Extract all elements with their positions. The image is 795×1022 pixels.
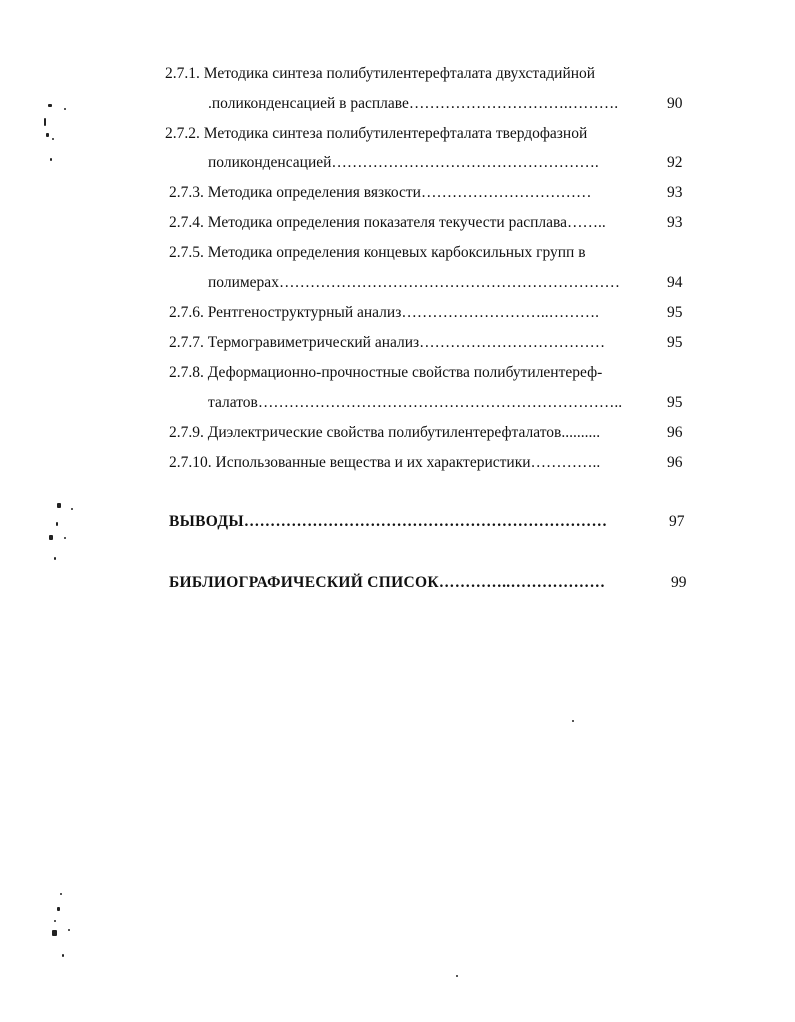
toc-entry-2-7-2-line1: [165, 124, 587, 144]
toc-page-number: 94: [667, 274, 683, 291]
toc-page-number: 92: [667, 154, 683, 171]
toc-entry-text: 2.7.2. Методика синтеза полибутилентерефталата твердофазной: [165, 125, 588, 142]
toc-entry-conclusions: [169, 512, 607, 532]
toc-entry-text: БИБЛИОГРАФИЧЕСКИЙ СПИСОК…………..………………: [169, 574, 606, 591]
toc-page-number: 99: [671, 574, 687, 591]
toc-entry-text: 2.7.9. Диэлектрические свойства полибутилентерефталатов..........: [169, 424, 601, 441]
toc-entry-text: .поликонденсацией в расплаве………………………….……….: [208, 95, 619, 112]
toc-entry-2-7-10: [169, 453, 600, 473]
toc-entry-2-7-1-line1: [165, 64, 595, 84]
toc-entry-text: 2.7.5. Методика определения концевых карбоксильных групп в: [169, 244, 586, 261]
toc-page-number: 95: [667, 334, 683, 351]
toc-page-number: 95: [667, 394, 683, 411]
toc-entry-2-7-4: [169, 213, 606, 233]
toc-entry-text: поликонденсацией…………………………………………….: [208, 154, 599, 171]
toc-entry-2-7-2-line2: [208, 153, 599, 173]
toc-page-number: 96: [667, 424, 683, 441]
toc-page-number: 93: [667, 184, 683, 201]
toc-entry-2-7-1-line2: [208, 94, 618, 114]
toc-entry-2-7-8-line1: [169, 363, 602, 383]
toc-entry-2-7-3: [169, 183, 591, 203]
toc-page-number: 97: [669, 513, 685, 530]
toc-entry-text: 2.7.3. Методика определения вязкости……………………………: [169, 184, 592, 201]
toc-page-number: 95: [667, 304, 683, 321]
toc-entry-text: 2.7.1. Методика синтеза полибутилентерефталата двухстадийной: [165, 65, 596, 82]
toc-entry-text: 2.7.8. Деформационно-прочностные свойства полибутилентереф-: [169, 364, 603, 381]
toc-entry-2-7-8-line2: [208, 393, 622, 413]
toc-page-number: 93: [667, 214, 683, 231]
toc-page-number: 96: [667, 454, 683, 471]
toc-entry-text: 2.7.10. Использованные вещества и их характеристики…………..: [169, 454, 601, 471]
toc-entry-text: 2.7.6. Рентгеноструктурный анализ………………………..……….: [169, 304, 599, 321]
toc-entry-text: 2.7.4. Методика определения показателя текучести расплава……..: [169, 214, 606, 231]
toc-entry-2-7-7: [169, 333, 605, 353]
toc-entry-text: полимерах…………………………………………………………: [208, 274, 620, 291]
toc-entry-2-7-9: [169, 423, 600, 443]
toc-entry-text: ВЫВОДЫ……………………………………………………………: [169, 513, 608, 530]
toc-entry-text: 2.7.7. Термогравиметрический анализ………………………………: [169, 334, 606, 351]
toc-entry-text: талатов……………………………………………………………..: [208, 394, 623, 411]
toc-entry-bibliography: [169, 573, 605, 593]
toc-entry-2-7-6: [169, 303, 599, 323]
toc-entry-2-7-5-line2: [208, 273, 620, 293]
toc-page-number: 90: [667, 95, 683, 112]
toc-entry-2-7-5-line1: [169, 243, 586, 263]
